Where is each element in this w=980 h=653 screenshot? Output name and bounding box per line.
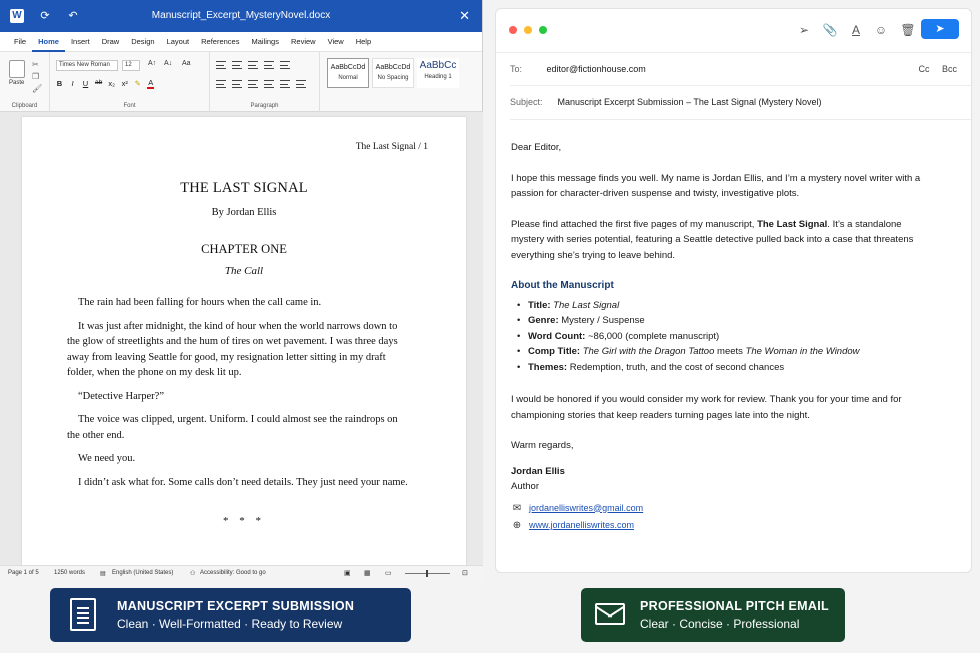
accessibility-status[interactable]: Accessibility: Good to go [200,570,266,576]
numbering-icon[interactable] [232,61,242,69]
clipboard-group [0,52,50,112]
bullets-icon[interactable] [216,61,226,69]
signature-role: Author [511,481,539,492]
focus-icon[interactable]: ▣ [344,570,351,577]
shrink-font-icon[interactable]: A↓ [164,60,173,67]
detail-value: Mystery / Suspense [561,315,645,326]
manuscript-paragraph: We need you. [78,453,136,464]
language-icon: ▤ [100,571,106,577]
mail-window [495,8,972,573]
to-field[interactable] [510,64,957,74]
manuscript-banner [50,588,411,642]
document-page[interactable] [22,117,466,565]
manuscript-paragraph: “Detective Harper?” [78,390,164,402]
envelope-icon: ✉ [512,502,522,514]
align-center-icon[interactable] [232,80,242,88]
manuscript-paragraph: It was just after midnight, the kind of hour when the world narrows down to the glow of streetlights and the hum of tires on wet pavement. I was three days away from leaving Seattle for good, my resignation letter sitting in my draft folder, when the phone on my desk lit up. [67,320,398,378]
banner-title: MANUSCRIPT EXCERPT SUBMISSION [117,599,355,613]
word-window [0,0,483,581]
italic-button[interactable]: I [71,79,74,88]
word-titlebar [0,0,482,32]
highlight-icon[interactable]: ✎ [134,79,141,88]
signature-name: Jordan Ellis [511,465,565,477]
word-logo-icon: W [10,9,24,23]
zoom-slider-handle[interactable] [426,570,428,577]
list-item [511,298,931,314]
subject-field[interactable] [510,97,957,107]
comp-title-1: The Girl with the Dragon Tattoo [582,346,715,357]
line-spacing-icon[interactable] [280,80,290,88]
list-row [216,61,290,69]
style-name: No Spacing [377,75,409,81]
send-button[interactable] [921,19,959,39]
manuscript-body [67,295,412,498]
list-item [511,329,931,345]
bold-button[interactable]: B [56,79,63,88]
grow-font-icon[interactable]: A↑ [148,60,157,67]
status-bar [0,565,483,581]
chapter-title: The Call [224,265,264,277]
website-row [511,518,931,534]
subscript-button[interactable]: x₂ [108,79,116,88]
superscript-button[interactable]: x² [121,79,128,88]
detail-label: Comp Title: [528,346,581,357]
strikethrough-button[interactable]: ab [95,79,103,86]
word-count[interactable]: 1250 words [54,570,86,576]
send-icon: ➤ [935,23,945,35]
list-item [511,344,931,360]
detail-label: Genre: [528,315,559,326]
detail-value: The Last Signal [553,299,620,311]
cut-icon[interactable]: ✂ [32,60,39,69]
style-normal[interactable] [327,58,369,88]
greeting: Dear Editor, [511,142,562,153]
attachment-paragraph [511,217,931,264]
copy-icon[interactable]: ❐ [32,72,40,81]
font-color-button[interactable]: A [148,78,154,87]
to-value[interactable]: editor@fictionhouse.com [546,64,646,74]
manuscript-paragraph: The voice was clipped, urgent. Uniform. I could almost see the raindrops on the other end. [67,414,398,441]
comp-joiner: meets [714,346,746,357]
attach-text: Please find attached the first five pages of my manuscript, [511,218,758,230]
style-name: Heading 1 [424,74,452,80]
manuscript-author: By Jordan Ellis [211,207,277,218]
chapter-heading: CHAPTER ONE [201,242,287,256]
font-name-select[interactable]: Times New Roman [56,60,118,71]
manuscript-title-bold: The Last Signal [757,218,828,230]
document-title: Manuscript_Excerpt_MysteryNovel.docx [151,10,331,21]
closing-paragraph: I would be honored if you would consider my work for review. Thank you for your time and for championing stories that keep readers turning pages late into the night. [511,394,902,421]
justify-icon[interactable] [264,80,274,88]
style-sample: AaBbCcDd [375,64,411,71]
tab-insert[interactable]: Insert [70,36,90,46]
signoff: Warm regards, [511,440,574,451]
globe-icon: ⊕ [512,520,522,531]
scene-separator: * * * [223,515,265,527]
subject-label: Subject: [510,97,543,107]
detail-value: Redemption, truth, and the cost of second chances [569,361,785,373]
minimize-window-icon[interactable] [524,26,532,34]
accessibility-icon: ⚇ [190,571,196,577]
font-group-label: Font [123,103,136,109]
banner-title: PROFESSIONAL PITCH EMAIL [640,599,829,613]
detail-label: Word Count: [528,330,586,342]
font-group [50,52,210,112]
tab-design[interactable]: Design [131,36,155,46]
website-link[interactable]: www.jordanelliswrites.com [529,520,635,530]
details-list [511,298,931,376]
underline-button[interactable]: U [82,79,89,88]
increase-indent-icon[interactable] [280,61,290,69]
attach-text: . It’s a standalone mystery with series potential, featuring a Seattle detective pulled back into a case that threatens everything she’s trying to leave behind. [511,218,914,261]
decrease-indent-icon[interactable] [264,61,274,69]
paste-icon[interactable] [9,60,25,78]
style-no-spacing[interactable] [372,58,414,88]
ribbon-tabs [0,32,482,52]
tab-layout[interactable]: Layout [166,36,190,46]
mail-body[interactable] [511,140,931,534]
fit-page-icon[interactable]: ⊡ [462,570,468,577]
cc-bcc-controls [908,64,957,74]
banner-subtitle: Clean · Well-Formatted · Ready to Review [117,617,343,631]
format-painter-icon[interactable]: 🖌 [32,84,43,93]
tab-file[interactable]: File [14,36,27,46]
style-name: Normal [338,75,358,81]
bcc-button[interactable]: Bcc [941,64,957,74]
mail-toolbar [496,9,971,53]
styles-group [322,52,483,112]
language-status[interactable]: English (United States) [112,570,174,576]
page-count[interactable]: Page 1 of 5 [8,570,39,576]
subject-value[interactable]: Manuscript Excerpt Submission – The Last Signal (Mystery Novel) [557,97,822,107]
clipboard-label: Clipboard [11,103,38,109]
close-icon[interactable]: ✕ [459,8,470,23]
print-layout-icon[interactable]: ▦ [364,570,371,577]
divider [510,119,971,120]
paste-button[interactable]: Paste [9,80,25,86]
close-window-icon[interactable] [509,26,517,34]
paragraph-group-label: Paragraph [250,103,279,109]
comp-title-2: The Woman in the Window [745,346,860,357]
attachment-icon[interactable]: 📎 [822,23,838,37]
send-later-icon[interactable]: ➢ [798,23,810,37]
banner-subtitle: Clear · Concise · Professional [640,617,800,631]
align-row [216,80,306,88]
tab-view[interactable]: View [327,36,344,46]
trash-icon[interactable]: 🗑 [900,23,916,37]
tab-references[interactable]: References [201,36,240,46]
autosave-icon[interactable]: ⟳ [40,10,50,22]
cc-button[interactable]: Cc [918,64,930,74]
style-sample: AaBbCcDd [330,64,366,71]
emoji-icon[interactable]: ☺ [874,23,888,37]
email-link[interactable]: jordanelliswrites@gmail.com [529,502,644,513]
tab-home[interactable]: Home [32,32,65,52]
align-left-icon[interactable] [216,80,226,88]
envelope-icon [595,603,625,625]
tab-help[interactable]: Help [355,36,372,46]
change-case-icon[interactable]: Aa [182,60,191,67]
align-right-icon[interactable] [248,80,258,88]
email-row [511,501,931,517]
tab-draw[interactable]: Draw [101,36,120,46]
paragraph-group [210,52,320,112]
style-sample: AaBbCc [419,60,457,71]
detail-label: Themes: [528,361,568,373]
list-item [511,313,931,329]
document-icon [70,598,96,631]
list-item [511,360,931,376]
font-size-select[interactable]: 12 [122,60,140,71]
undo-icon[interactable]: ↶ [68,10,78,22]
intro-paragraph: I hope this message finds you well. My name is Jordan Ellis, and I’m a mystery novel writer with a passion for character-driven suspense and twisty, investigative plots. [511,172,921,199]
detail-value: ~86,000 (complete manuscript) [587,330,720,342]
web-layout-icon[interactable]: ▭ [385,570,392,577]
manuscript-title: THE LAST SIGNAL [180,180,308,196]
detail-label: Title: [528,299,551,311]
manuscript-paragraph: The rain had been falling for hours when the call came in. [78,297,322,308]
to-label: To: [510,64,523,74]
style-heading-1[interactable] [417,58,459,88]
format-text-icon[interactable]: A [851,23,860,37]
format-row [56,79,154,89]
multilevel-list-icon[interactable] [248,61,258,69]
tab-mailings[interactable]: Mailings [251,36,279,46]
about-heading: About the Manuscript [511,280,614,291]
document-canvas[interactable] [0,112,483,565]
divider [510,85,971,86]
running-header: The Last Signal / 1 [355,142,428,152]
shading-icon[interactable] [296,80,306,88]
tab-review[interactable]: Review [290,36,316,46]
manuscript-paragraph: I didn’t ask what for. Some calls don’t need details. They just need your name. [78,476,408,488]
ribbon [0,52,482,112]
pitch-email-banner [581,588,845,642]
zoom-window-icon[interactable] [539,26,547,34]
